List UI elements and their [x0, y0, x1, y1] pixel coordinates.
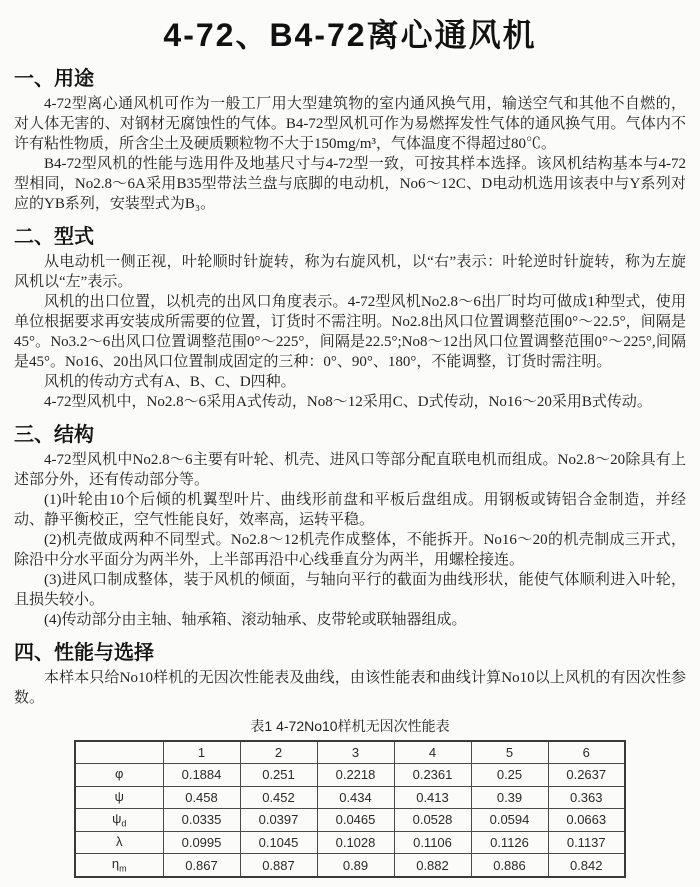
- symbol-psi-d: ψ: [112, 811, 122, 827]
- table-cell: 0.1045: [240, 831, 317, 854]
- table-caption: 表1 4-72No10样机无因次性能表: [250, 718, 450, 734]
- symbol-subscript: d: [121, 818, 127, 829]
- row-label: [75, 831, 163, 854]
- table-cell: 0.882: [394, 854, 471, 877]
- paragraph: 本样本只给No10样机的无因次性能表及曲线，由该性能表和曲线计算No10以上风机的有因次性参数。: [14, 670, 686, 706]
- section-heading-usage: 一、用途: [14, 68, 94, 90]
- table-cell: 0.89: [317, 854, 394, 877]
- table-cell: 0.39: [471, 786, 548, 809]
- table-row: [75, 786, 625, 809]
- table-cell: 0.0663: [548, 809, 625, 832]
- symbol-eta: η: [111, 856, 120, 872]
- table-cell: 0.887: [240, 854, 317, 877]
- table-cell: 0.867: [163, 854, 240, 877]
- section-heading-structure: 三、结构: [14, 424, 94, 446]
- column-header: 2: [240, 741, 317, 764]
- column-header: 4: [394, 741, 471, 764]
- paragraph: (3)进风口制成整体，装于风机的倾面，与轴向平行的截面为曲线形状，能使气体顺利进入叶轮，且损失较小。: [14, 572, 686, 608]
- paragraph: B4-72型风机的性能与选用件及地基尺寸与4-72型一致，可按其样本选择。该风机结构基本与4-72型相同，No2.8～6A采用B35型带法兰盘与底脚的电动机，No6～12C、D电动机选用该表中与Y系列对应的YB系列，安装型式为B₃。: [14, 156, 686, 212]
- table-cell: 0.452: [240, 786, 317, 809]
- paragraph: 4-72型离心通风机可作为一般工厂用大型建筑物的室内通风换气用，输送空气和其他不自燃的，对人体无害的、对钢材无腐蚀性的气体。B4-72型风机可作为易燃挥发性气体的通风换气用。气体内不许有粘性物质，所含尘土及硬质颗粒物不大于150mg/m³，气体温度不得超过80℃。: [14, 96, 686, 152]
- table-cell: 0.1028: [317, 831, 394, 854]
- table-cell: 0.0528: [394, 809, 471, 832]
- section-heading-type: 二、型式: [14, 226, 94, 248]
- symbol-phi: φ: [115, 766, 124, 781]
- table-row: [75, 831, 625, 854]
- table-header-row: [75, 741, 625, 764]
- row-label: [75, 764, 163, 787]
- table-cell: 0.886: [471, 854, 548, 877]
- symbol-lambda: λ: [116, 833, 123, 849]
- table-cell: 0.0465: [317, 809, 394, 832]
- table-cell: 0.458: [163, 786, 240, 809]
- paragraph: (1)叶轮由10个后倾的机翼型叶片、曲线形前盘和平板后盘组成。用钢板或铸铝合金制造，并经动、静平衡校正，空气性能良好，效率高，运转平稳。: [14, 492, 686, 528]
- table-row: [75, 854, 625, 877]
- table-cell: 0.1106: [394, 831, 471, 854]
- paragraph: 4-72型风机中，No2.8～6采用A式传动，No8～12采用C、D式传动，No16～20采用B式传动。: [44, 394, 652, 410]
- section-heading-performance: 四、性能与选择: [14, 642, 154, 664]
- performance-table: [74, 740, 626, 878]
- table-cell: 0.1126: [471, 831, 548, 854]
- page-title: 4-72、B4-72离心通风机: [163, 17, 537, 53]
- column-header: 5: [471, 741, 548, 764]
- paragraph: 风机的出口位置，以机壳的出风口角度表示。4-72型风机No2.8～6出厂时均可做成1种型式，使用单位根据要求再安装成所需要的位置，订货时不需注明。No2.8出风口位置调整范围0°～22.5°，间隔是45°。No3.2～6出风口位置调整范围0°～225°，间隔是22.5°;No8～12出风口位置调整范围0°～225°,间隔是45°。No16、20出风口位置制成固定的三种：0°、90°、180°，不能调整，订货时需注明。: [14, 294, 686, 370]
- table-cell: 0.842: [548, 854, 625, 877]
- table-cell: 0.2218: [317, 764, 394, 787]
- row-label: [75, 854, 163, 877]
- row-label: [75, 786, 163, 809]
- paragraph: 4-72型风机中No2.8～6主要有叶轮、机壳、进风口等部分配直联电机而组成。No2.8～20除具有上述部分外，还有传动部分等。: [14, 452, 686, 488]
- table-cell: 0.2637: [548, 764, 625, 787]
- table-cell: 0.0995: [163, 831, 240, 854]
- table-cell: 0.0335: [163, 809, 240, 832]
- table-cell: 0.1137: [548, 831, 625, 854]
- table-cell: 0.1884: [163, 764, 240, 787]
- paragraph: (4)传动部分由主轴、轴承箱、滚动轴承、皮带轮或联轴器组成。: [44, 612, 467, 628]
- table-row: [75, 764, 625, 787]
- column-header: 3: [317, 741, 394, 764]
- table-cell: 0.0397: [240, 809, 317, 832]
- table-cell: 0.434: [317, 786, 394, 809]
- row-label: [75, 809, 163, 832]
- column-header: 1: [163, 741, 240, 764]
- symbol-psi: ψ: [114, 788, 124, 804]
- symbol-subscript: m: [119, 863, 127, 874]
- paragraph: 风机的传动方式有A、B、C、D四种。: [44, 374, 296, 390]
- table-cell: 0.363: [548, 786, 625, 809]
- table-row: [75, 809, 625, 832]
- column-header: [75, 741, 163, 764]
- table-cell: 0.2361: [394, 764, 471, 787]
- table-cell: 0.251: [240, 764, 317, 787]
- table-cell: 0.413: [394, 786, 471, 809]
- paragraph: 从电动机一侧正视，叶轮顺时针旋转，称为右旋风机，以“右”表示：叶轮逆时针旋转，称为左旋风机以“左”表示。: [14, 254, 686, 290]
- table-cell: 0.0594: [471, 809, 548, 832]
- table-cell: 0.25: [471, 764, 548, 787]
- column-header: 6: [548, 741, 625, 764]
- paragraph: (2)机壳做成两种不同型式。No2.8～12机壳作成整体，不能拆开。No16～20的机壳制成三开式，除沿中分水平面分为两半外，上半部再沿中心线垂直分为两半，用螺栓接连。: [14, 532, 686, 568]
